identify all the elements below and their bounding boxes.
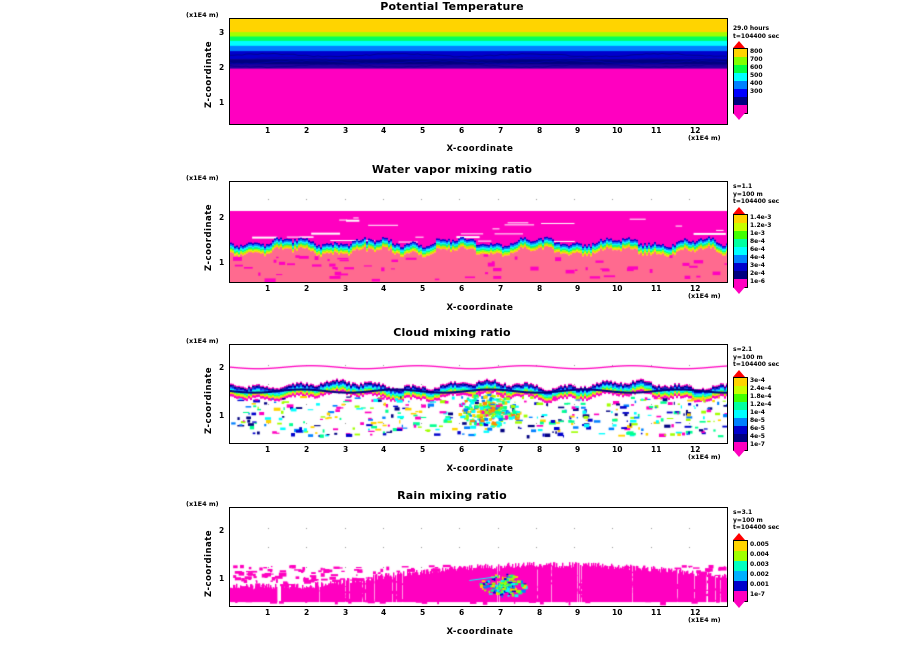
colorbar-tick-label: 1.4e-3 xyxy=(750,214,772,221)
y-tick: 2 xyxy=(219,526,225,535)
annotation-line: t=104400 sec xyxy=(733,32,780,40)
colorbar-segment xyxy=(734,89,747,97)
plot-area xyxy=(229,18,728,125)
x-tick: 10 xyxy=(612,445,623,454)
colorbar-segment xyxy=(734,581,747,591)
x-tick: 12 xyxy=(690,445,701,454)
y-tick: 1 xyxy=(219,574,225,583)
colorbar xyxy=(733,214,748,288)
x-tick: 2 xyxy=(304,284,310,293)
x-tick: 5 xyxy=(420,445,426,454)
colorbar-under-arrow xyxy=(733,601,745,608)
colorbar-over-arrow xyxy=(733,207,745,214)
colorbar-segment xyxy=(734,442,747,450)
annotation-line: y=100 m xyxy=(733,190,763,198)
colorbar-tick-label: 6e-4 xyxy=(750,246,765,253)
colorbar-segment xyxy=(734,551,747,561)
colorbar-segment xyxy=(734,81,747,89)
x-tick: 6 xyxy=(459,284,465,293)
panel-title: Potential Temperature xyxy=(380,0,524,13)
colorbar-segment xyxy=(734,247,747,255)
colorbar-segment xyxy=(734,279,747,287)
x-tick: 8 xyxy=(537,608,543,617)
colorbar xyxy=(733,377,748,451)
annotation-line: 29.0 hours xyxy=(733,25,770,32)
colorbar-segment xyxy=(734,410,747,418)
x-tick: 8 xyxy=(537,284,543,293)
colorbar-tick-label: 0.002 xyxy=(750,571,769,578)
y-unit-label: (x1E4 m) xyxy=(186,500,219,508)
colorbar-tick-label: 3e-4 xyxy=(750,377,765,384)
colorbar-segment xyxy=(734,561,747,571)
y-unit-label: (x1E4 m) xyxy=(186,174,219,182)
y-axis-label: Z-coordinate xyxy=(204,40,214,108)
y-unit-label: (x1E4 m) xyxy=(186,337,219,345)
x-tick: 5 xyxy=(420,608,426,617)
colorbar-segment xyxy=(734,231,747,239)
x-unit-label: (x1E4 m) xyxy=(688,134,721,142)
x-tick: 8 xyxy=(537,126,543,135)
panel-cloud-mixing-ratio xyxy=(0,326,904,486)
x-unit-label: (x1E4 m) xyxy=(688,616,721,624)
colorbar-segment xyxy=(734,418,747,426)
colorbar-tick-label: 2e-4 xyxy=(750,270,765,277)
colorbar-annotation xyxy=(733,509,779,532)
colorbar-segment xyxy=(734,49,747,57)
colorbar-annotation xyxy=(733,183,779,206)
colorbar-over-arrow xyxy=(733,370,745,377)
x-tick: 10 xyxy=(612,608,623,617)
colorbar-annotation xyxy=(733,25,779,40)
colorbar-tick-label: 8e-5 xyxy=(750,417,765,424)
x-tick: 10 xyxy=(612,284,623,293)
x-axis-label: X-coordinate xyxy=(446,627,514,637)
x-tick: 12 xyxy=(690,284,701,293)
x-tick: 4 xyxy=(381,126,387,135)
annotation-line: t=104400 sec xyxy=(733,198,780,205)
x-tick: 10 xyxy=(612,126,623,135)
colorbar-tick-label: 1e-7 xyxy=(750,441,765,448)
colorbar-segment xyxy=(734,386,747,394)
x-tick: 11 xyxy=(651,126,662,135)
x-tick: 5 xyxy=(420,126,426,135)
annotation-line: t=104400 sec xyxy=(733,524,780,531)
panel-title: Water vapor mixing ratio xyxy=(371,163,533,176)
colorbar-tick-label: 4e-4 xyxy=(750,254,765,261)
x-tick: 7 xyxy=(498,445,504,454)
colorbar-tick-label: 2.4e-4 xyxy=(750,385,772,392)
x-tick: 5 xyxy=(420,284,426,293)
colorbar-segment xyxy=(734,97,747,105)
x-tick: 9 xyxy=(575,445,581,454)
colorbar-tick-label: 1.2e-3 xyxy=(750,222,772,229)
colorbar-segment xyxy=(734,402,747,410)
colorbar-segment xyxy=(734,591,747,601)
x-tick: 8 xyxy=(537,445,543,454)
annotation-line: t=104400 sec xyxy=(733,361,780,368)
x-tick: 3 xyxy=(343,608,349,617)
x-tick: 4 xyxy=(381,445,387,454)
y-tick: 1 xyxy=(219,411,225,420)
colorbar-tick-label: 6e-5 xyxy=(750,425,765,432)
colorbar-tick-label: 1.2e-4 xyxy=(750,401,772,408)
annotation-line: s=1.1 xyxy=(733,183,753,190)
colorbar-segment xyxy=(734,541,747,551)
colorbar-segment xyxy=(734,105,747,113)
colorbar xyxy=(733,540,748,602)
x-tick: 11 xyxy=(651,445,662,454)
colorbar-under-arrow xyxy=(733,287,745,294)
colorbar-segment xyxy=(734,263,747,271)
y-axis-label: Z-coordinate xyxy=(204,529,214,597)
colorbar-tick-label: 8e-4 xyxy=(750,238,765,245)
x-tick: 2 xyxy=(304,126,310,135)
panel-title: Rain mixing ratio xyxy=(397,489,507,502)
colorbar-segment xyxy=(734,73,747,81)
y-tick: 3 xyxy=(219,28,225,37)
annotation-line: y=100 m xyxy=(733,353,763,361)
colorbar-tick-label: 0.003 xyxy=(750,561,769,568)
colorbar-segment xyxy=(734,571,747,581)
colorbar-segment xyxy=(734,426,747,434)
colorbar xyxy=(733,48,748,114)
x-tick: 2 xyxy=(304,608,310,617)
colorbar-tick-label: 400 xyxy=(750,80,763,87)
colorbar-tick-label: 0.001 xyxy=(750,581,769,588)
colorbar-tick-label: 1e-4 xyxy=(750,409,765,416)
y-tick: 1 xyxy=(219,258,225,267)
plot-area xyxy=(229,344,728,444)
colorbar-annotation xyxy=(733,346,779,369)
x-tick: 2 xyxy=(304,445,310,454)
colorbar-tick-label: 700 xyxy=(750,56,763,63)
x-tick: 12 xyxy=(690,126,701,135)
x-tick: 12 xyxy=(690,608,701,617)
y-tick: 2 xyxy=(219,213,225,222)
colorbar-segment xyxy=(734,271,747,279)
y-unit-label: (x1E4 m) xyxy=(186,11,219,19)
panel-water-vapor xyxy=(0,163,904,323)
colorbar-segment xyxy=(734,239,747,247)
x-unit-label: (x1E4 m) xyxy=(688,292,721,300)
annotation-line: s=3.1 xyxy=(733,509,753,516)
x-axis-label: X-coordinate xyxy=(446,144,514,154)
x-tick: 3 xyxy=(343,126,349,135)
panel-rain-mixing-ratio xyxy=(0,489,904,654)
colorbar-segment xyxy=(734,215,747,223)
plot-area xyxy=(229,181,728,283)
x-tick: 7 xyxy=(498,284,504,293)
x-tick: 11 xyxy=(651,608,662,617)
colorbar-segment xyxy=(734,394,747,402)
x-tick: 3 xyxy=(343,284,349,293)
x-tick: 9 xyxy=(575,608,581,617)
colorbar-over-arrow xyxy=(733,41,745,48)
colorbar-tick-label: 0.005 xyxy=(750,541,769,548)
annotation-line: s=2.1 xyxy=(733,346,753,353)
x-tick: 6 xyxy=(459,445,465,454)
x-tick: 1 xyxy=(265,126,271,135)
y-axis-label: Z-coordinate xyxy=(204,366,214,434)
colorbar-segment xyxy=(734,57,747,65)
x-tick: 4 xyxy=(381,608,387,617)
x-tick: 3 xyxy=(343,445,349,454)
colorbar-segment xyxy=(734,255,747,263)
colorbar-over-arrow xyxy=(733,533,745,540)
x-tick: 9 xyxy=(575,284,581,293)
x-tick: 4 xyxy=(381,284,387,293)
colorbar-segment xyxy=(734,65,747,73)
colorbar-under-arrow xyxy=(733,113,745,120)
y-tick: 2 xyxy=(219,363,225,372)
x-tick: 1 xyxy=(265,284,271,293)
colorbar-segment xyxy=(734,434,747,442)
colorbar-tick-label: 800 xyxy=(750,48,763,55)
colorbar-tick-label: 1e-6 xyxy=(750,278,765,285)
colorbar-segment xyxy=(734,223,747,231)
colorbar-tick-label: 1e-7 xyxy=(750,591,765,598)
colorbar-tick-label: 0.004 xyxy=(750,551,769,558)
x-tick: 7 xyxy=(498,126,504,135)
colorbar-tick-label: 3e-4 xyxy=(750,262,765,269)
colorbar-tick-label: 4e-5 xyxy=(750,433,765,440)
x-tick: 9 xyxy=(575,126,581,135)
colorbar-under-arrow xyxy=(733,450,745,457)
annotation-line: y=100 m xyxy=(733,516,763,524)
y-tick: 1 xyxy=(219,98,225,107)
x-axis-label: X-coordinate xyxy=(446,303,514,313)
plot-area xyxy=(229,507,728,607)
y-axis-label: Z-coordinate xyxy=(204,203,214,271)
x-tick: 1 xyxy=(265,608,271,617)
colorbar-tick-label: 1e-3 xyxy=(750,230,765,237)
x-tick: 6 xyxy=(459,126,465,135)
x-tick: 1 xyxy=(265,445,271,454)
panel-title: Cloud mixing ratio xyxy=(393,326,511,339)
colorbar-tick-label: 300 xyxy=(750,88,763,95)
colorbar-segment xyxy=(734,378,747,386)
x-tick: 11 xyxy=(651,284,662,293)
x-axis-label: X-coordinate xyxy=(446,464,514,474)
x-unit-label: (x1E4 m) xyxy=(688,453,721,461)
x-tick: 6 xyxy=(459,608,465,617)
panel-potential-temperature xyxy=(0,0,904,160)
y-tick: 2 xyxy=(219,63,225,72)
colorbar-tick-label: 500 xyxy=(750,72,763,79)
colorbar-tick-label: 1.8e-4 xyxy=(750,393,772,400)
colorbar-tick-label: 600 xyxy=(750,64,763,71)
x-tick: 7 xyxy=(498,608,504,617)
